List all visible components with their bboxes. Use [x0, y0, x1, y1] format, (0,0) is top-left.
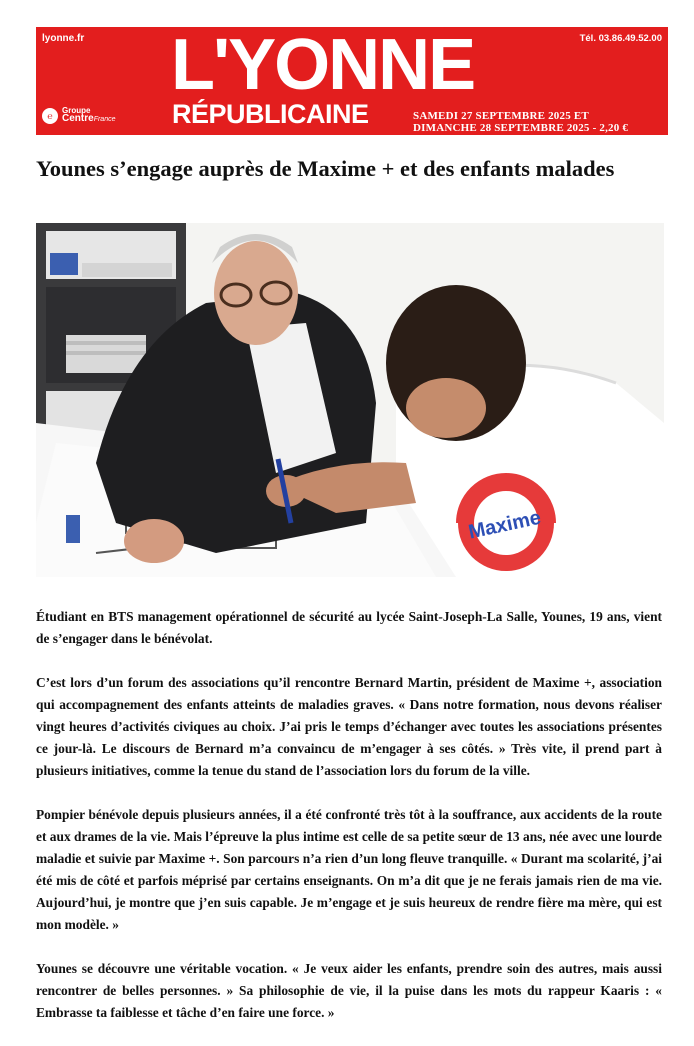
phone-number: Tél. 03.86.49.52.00 — [579, 33, 662, 44]
newspaper-subtitle: RÉPUBLICAINE — [172, 99, 369, 129]
article-body — [36, 606, 662, 1046]
issue-date-line1: SAMEDI 27 SEPTEMBRE 2025 ET — [413, 110, 589, 122]
article-photo — [36, 223, 664, 577]
article-paragraph: Younes se découvre une véritable vocation. « Je veux aider les enfants, prendre soin des autres, mais aussi rencontrer de belles personnes. » Sa philosophie de vie, il la puise dans les mots du rappeur Kaaris : « Embrasse ta faiblesse et tâche d’en faire une force. » — [36, 961, 662, 1020]
article-paragraph: C’est lors d’un forum des associations qu’il rencontre Bernard Martin, président de Maxime +, association qui accompagnement des enfants atteints de maladies graves. « Dans notre formation, nous devons réaliser vingt heures d’activités civiques au choix. J’ai pris le temps d’échanger avec toutes les associations présentes ce jour-là. Le discours de Bernard m’a convaincu de m’engager à ses côtés. » Très vite, il prend part à plusieurs initiatives, comme la tenue du stand de l’association lors du forum de la ville. — [36, 675, 662, 778]
issue-date-line2: DIMANCHE 28 SEPTEMBRE 2025 - 2,20 € — [413, 122, 629, 134]
site-url[interactable]: lyonne.fr — [42, 33, 85, 44]
group-logo — [42, 107, 115, 124]
tshirt-text: Maxime — [466, 506, 543, 544]
newspaper-name: L'YONNE — [171, 25, 475, 105]
group-label: Groupe — [62, 106, 91, 115]
article-paragraph: Étudiant en BTS management opérationnel de sécurité au lycée Saint-Joseph-La Salle, Younes, 19 ans, vient de s’engager dans le bénévolat. — [36, 609, 662, 646]
article-paragraph: Pompier bénévole depuis plusieurs années, il a été confronté très tôt à la souffrance, aux accidents de la route et aux drames de la vie. Mais l’épreuve la plus intime est celle de sa petite sœur de 13 ans, née avec une lourde maladie et suivie par Maxime +. Son parcours n’a rien d’un long fleuve tranquille. « Durant ma scolarité, j’ai été mis de côté et parfois méprisé par certains enseignants. On m’a dit que je ne ferais jamais rien de ma vie. Aujourd’hui, je montre que j’en suis capable. Je m’engage et je suis heureux de rendre fière ma mère, qui est mon modèle. » — [36, 807, 662, 932]
group-suffix: France — [93, 116, 116, 123]
article-headline: Younes s’engage auprès de Maxime + et des enfants malades — [36, 156, 615, 181]
group-name: Centre — [62, 113, 94, 124]
group-logo-icon: ℮ — [42, 108, 58, 124]
masthead — [36, 27, 668, 135]
issue-date — [413, 110, 665, 134]
